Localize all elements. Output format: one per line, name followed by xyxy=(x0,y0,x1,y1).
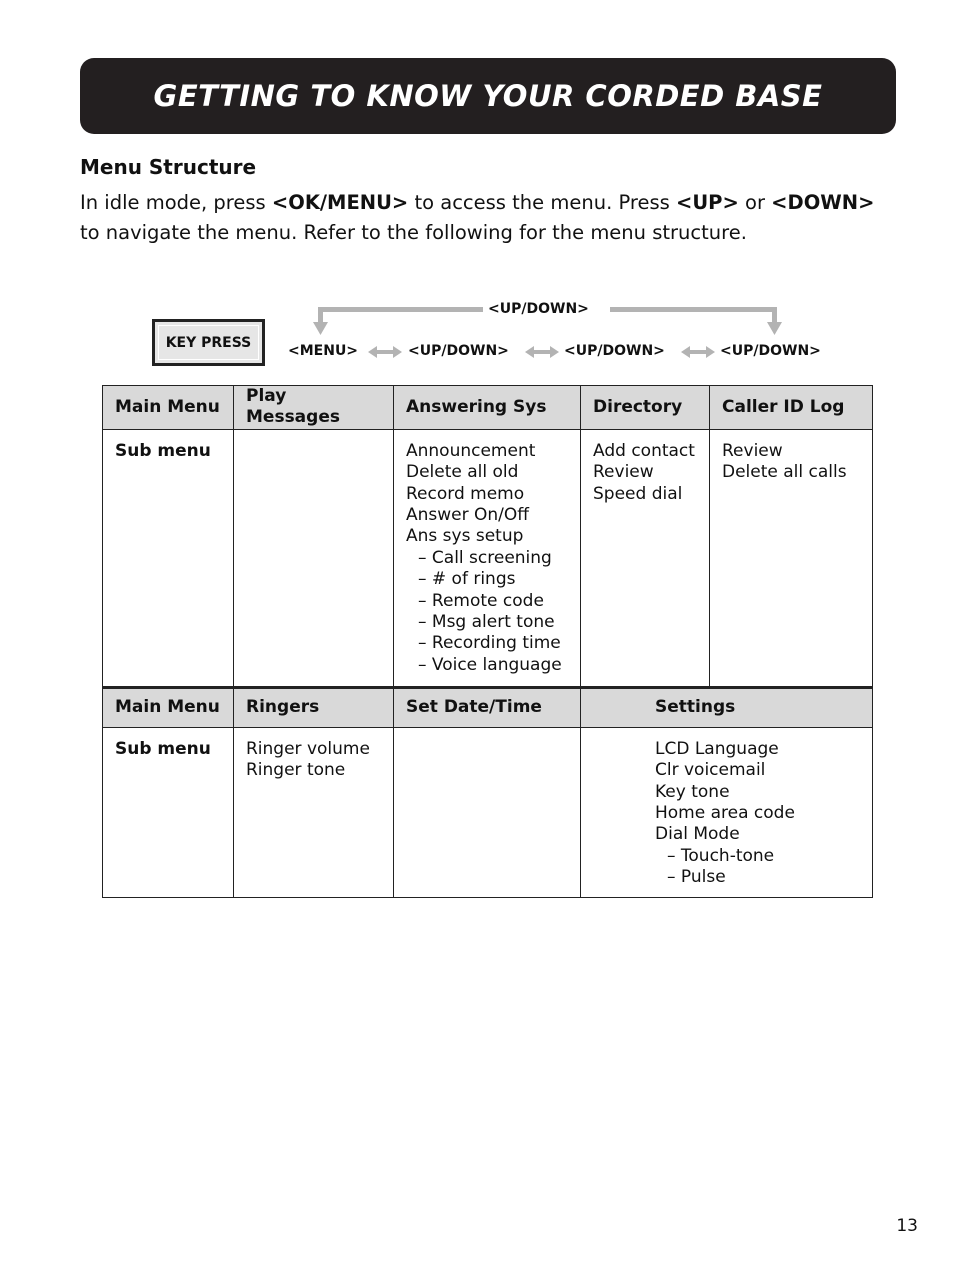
keypress-badge xyxy=(152,319,265,366)
header-cell: Caller ID Log xyxy=(710,386,873,430)
section-heading: Menu Structure xyxy=(80,155,257,179)
list-item: Ringer volume xyxy=(246,738,370,759)
list-subitem: – Voice language xyxy=(418,654,562,675)
menu-key-label: <MENU> xyxy=(288,343,359,359)
list-item: Speed dial xyxy=(593,483,683,504)
header-cell: Main Menu xyxy=(103,386,234,430)
list-subitem: – Pulse xyxy=(667,867,726,888)
loop-label: <UP/DOWN> xyxy=(488,301,589,317)
list-item: Review xyxy=(722,440,783,461)
header-cell: Main Menu xyxy=(103,687,234,727)
set-date-time-cell xyxy=(394,727,581,897)
header-cell: Settings xyxy=(581,687,873,727)
intro-text: to navigate the menu. Refer to the following for the menu structure. xyxy=(80,221,747,244)
page-number: 13 xyxy=(896,1216,918,1236)
header-cell: Directory xyxy=(581,386,710,430)
caller-id-log-cell xyxy=(710,429,873,687)
answering-sys-cell xyxy=(394,429,581,687)
list-item: Ringer tone xyxy=(246,760,346,781)
list-item: Clr voicemail xyxy=(655,760,766,781)
keypress-label: KEY PRESS xyxy=(165,334,252,351)
list-subitem: – Msg alert tone xyxy=(418,612,555,633)
row-label: Sub menu xyxy=(103,727,234,897)
intro-text: to access the menu. Press xyxy=(408,191,676,214)
list-item: Delete all calls xyxy=(722,462,847,483)
list-item: Key tone xyxy=(655,781,730,802)
double-arrow-icon xyxy=(368,346,402,358)
table-row xyxy=(103,429,873,687)
table-header-row xyxy=(103,386,873,430)
header-cell: Play Messages xyxy=(234,386,394,430)
row-label: Sub menu xyxy=(103,429,234,687)
table-row xyxy=(103,727,873,897)
menu-structure-table xyxy=(102,385,873,898)
header-cell: Ringers xyxy=(234,687,394,727)
table-header-row xyxy=(103,687,873,727)
list-item: LCD Language xyxy=(655,738,779,759)
updown-key-label: <UP/DOWN> xyxy=(720,343,821,359)
list-item: Announcement xyxy=(406,440,536,461)
list-item: Home area code xyxy=(655,803,795,824)
list-subitem: – Remote code xyxy=(418,590,544,611)
list-item: Dial Mode xyxy=(655,824,740,845)
double-arrow-icon xyxy=(525,346,559,358)
intro-text: In idle mode, press xyxy=(80,191,272,214)
intro-text: or xyxy=(738,191,772,214)
list-subitem: – Recording time xyxy=(418,633,561,654)
list-subitem: – Touch-tone xyxy=(667,845,775,866)
list-subitem: – # of rings xyxy=(418,569,516,590)
double-arrow-icon xyxy=(681,346,715,358)
list-item: Record memo xyxy=(406,483,525,504)
updown-key-label: <UP/DOWN> xyxy=(408,343,509,359)
play-messages-cell xyxy=(234,429,394,687)
down-key: <DOWN> xyxy=(771,191,875,214)
up-key: <UP> xyxy=(676,191,739,214)
settings-cell xyxy=(581,727,873,897)
list-item: Answer On/Off xyxy=(406,505,529,526)
header-cell: Set Date/Time xyxy=(394,687,581,727)
list-item: Add contact xyxy=(593,440,695,461)
ringers-cell xyxy=(234,727,394,897)
header-cell: Answering Sys xyxy=(394,386,581,430)
banner-title: GETTING TO KNOW YOUR CORDED BASE xyxy=(153,79,823,113)
navigation-diagram xyxy=(0,0,954,380)
list-subitem: – Call screening xyxy=(418,547,552,568)
list-item: Delete all old xyxy=(406,462,519,483)
ok-menu-key: <OK/MENU> xyxy=(271,191,409,214)
directory-cell xyxy=(581,429,710,687)
list-item: Ans sys setup xyxy=(406,526,524,547)
list-item: Review xyxy=(593,462,654,483)
updown-key-label: <UP/DOWN> xyxy=(564,343,665,359)
